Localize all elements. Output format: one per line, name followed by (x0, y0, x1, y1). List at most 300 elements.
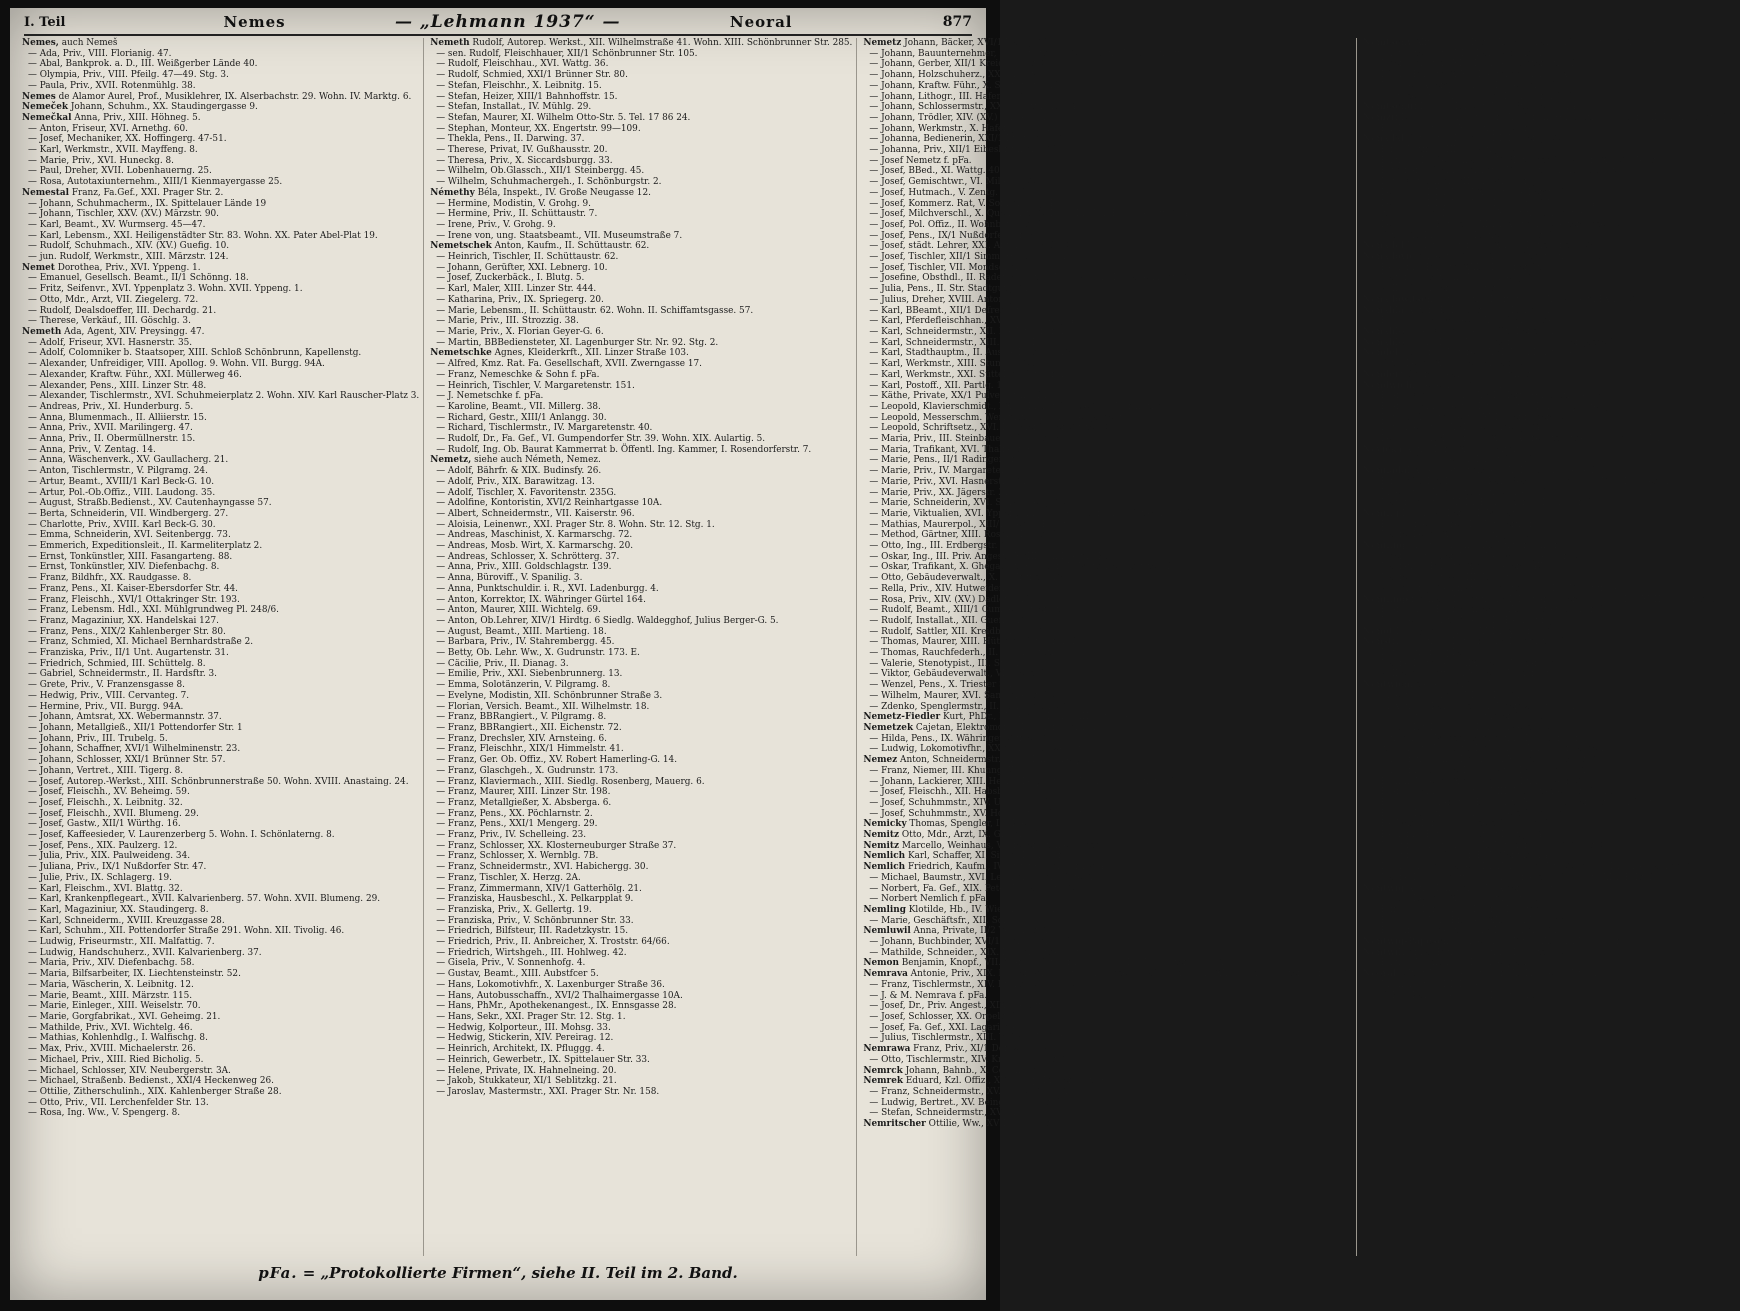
directory-entry: — Michael, Industr. Mal., VII. Hermanng. 9. (1368, 615, 1567, 626)
directory-entry: — Anna, Punktschuldir. i. R., XVI. Ladenburgg. 4. (436, 583, 659, 594)
directory-entry: — Elfriede, Priv., XVII. Hern. Hauptstraße 148. (1368, 904, 1581, 915)
directory-entry: — Käthe, Private, XX/1 Pulverturmg. 21. (869, 391, 1052, 402)
directory-entry: — Friedrich, Wirtshgeh., III. Hohlweg. 42. (436, 947, 627, 958)
directory-entry: — Christine, Ob. Rechn. Ratww., IV. Goldegg. 11. (1368, 765, 1590, 776)
directory-entry: Nemeth Ada, Agent, XIV. Preysingg. 47. (22, 326, 205, 337)
directory-entry: — sen. Anton, Messerschmiedmr., IX. Sobieskigasse 38. (1368, 733, 1621, 744)
directory-entry: — Wilhelm, Schuhmachergeh., I. Schönburgstr. 2. (436, 177, 662, 188)
directory-entry: — Johann, Gerber, XII/1 Kreidbauerg. 33. (869, 59, 1056, 70)
directory-entry: — Hedwig, Priv., VIII. Cervanteg. 7. (28, 690, 190, 701)
directory-entry: — Rudolf, Ing. Ob. Baurat Kammerrat b. Öffentl. Ing. Kammer, I. Rosendorferstr. 7. (436, 444, 812, 455)
directory-entry: Nenadel Johann, Platzmstr., XX. Wallensteinstr. 27. (1362, 241, 1597, 252)
directory-entry: — Rudolf, Beamt., XIII/1 Cumpendorfer Str. 3. (869, 605, 1078, 616)
directory-entry: — Anna, Priv., XVII. Marilingerg. 47. (28, 423, 193, 434)
directory-entry: — Hans, Lokomotivhfr., X. Laxenburger Straße 36. (436, 979, 665, 990)
directory-entry: — Johann, Tischler, XXV. (XV.) Märzstr. 90. (28, 209, 219, 220)
directory-entry: — Johann, Amtsrat, XX. Webermannstr. 37. (28, 712, 222, 723)
directory-entry: Nemestal Franz, Fa.Gef., XXI. Prager Str. 2. (22, 187, 224, 198)
directory-entry: — Michael, Schlosser, XIV. Neubergerstr. 3A. (28, 1065, 231, 1076)
header-title: — „Lehmann 1937“ — (395, 12, 621, 32)
directory-entry: — Gisela, Priv., V. Sonnenhofg. 4. (436, 958, 586, 969)
directory-entry: — Anton, Beamt., XIII. Obermayerg. 5. (1368, 894, 1544, 905)
directory-entry: — Marie, Priv., XVI. Huneckg. 8. (28, 155, 174, 166)
directory-entry: — Karl Nenstil f. pFa. (1368, 648, 1466, 659)
directory-entry: — Therese, Privat, IV. Gußhausstr. 20. (436, 145, 608, 156)
directory-entry: — Ferdinand, Schneidermstr., VII. Neubaugasse 59. Stg. 1. (1368, 166, 1636, 177)
directory-entry: — J. & M. Nemrava f. pFa. (869, 990, 988, 1001)
directory-entry: — Anton, Korrektor, IX. Währinger Gürtel 164. (436, 594, 646, 605)
directory-entry: — Stefan, Schneidermstr., XV. Pilistg. 13. (869, 1108, 1055, 1119)
directory-entry: — Franz, Schneidermstr., XVI. Habichergg. 30. (436, 862, 649, 873)
directory-entry: Némethy Béla, Inspekt., IV. Große Neugasse 12. (430, 187, 651, 198)
directory-entry: — Stefan, Maurer, XI. Wilhelm Otto-Str. 5. Tel. 17 86 24. (436, 112, 691, 123)
directory-entry: — Josef, Fleischh., XII. Habsburgg. 18. (869, 787, 1044, 798)
directory-entry: — Elfe, Zeitfrau, III. Löweng. 22. (1368, 145, 1518, 156)
directory-entry: Nemrawa Franz, Priv., XI/1 Dorfwg. 109. (863, 1044, 1051, 1055)
directory-entry: — Paul, Dreher, XVII. Lobenhauerng. 25. (28, 166, 212, 177)
directory-entry: — Richard, Gestr., XIII/1 Anlangg. 30. (436, 412, 607, 423)
directory-entry: — Hans, PhMr., Apothekenangest., IX. Ennsgasse 28. (436, 1001, 677, 1012)
directory-entry: — Josef, Schuhmmstr., XV. Holocherg. 38. Wohn. Nr. 49. (869, 808, 1122, 819)
directory-entry: — Anton, Maurer, XIII. Wichtelg. 69. (436, 605, 601, 616)
directory-entry: — Andreas, Schlosser, X. Schrötterg. 37. (436, 551, 620, 562)
directory-entry: — Franz, Maurer, XIII. Linzer Str. 198. (436, 787, 611, 798)
directory-entry: — Josef, Schlosser, XX. Orpelg. 8. (869, 1011, 1020, 1022)
directory-entry: Nemes de Alamor Aurel, Prof., Musiklehrer, IX. Alserbachstr. 29. Wohn. IV. Marktg. 6. (22, 91, 412, 102)
directory-entry: Nemon Benjamin, Knopf., VII. Mariahilfer Straße 120. Wohn. VII. Esterhazyg. 12. (863, 958, 1234, 969)
directory-entry: — Heinrich, Tischler, V. Margaretenstr. 151. (436, 380, 635, 391)
directory-entry: — Johann, Buchbinder, XVI/1 Lienfelderg. 83. (869, 937, 1075, 948)
directory-entry: — Julius, Tischlermstr., XIII. Wiffkondorfstr. 16. (869, 1033, 1084, 1044)
directory-entry: — Rudolf, Installat., XII. Guefig. 12. (869, 615, 1030, 626)
directory-entry: — Josef, Tischler, VII. Mondscheing. 12. (869, 262, 1049, 273)
directory-entry: — Adolf, Friseur, XVI. Hasnerstr. 35. (28, 337, 193, 348)
directory-entry: — Rudolf, Dr., Fa. Gef., VI. Gumpendorfer Str. 39. Wohn. XIX. Aulartig. 5. (436, 434, 766, 445)
directory-entry: Nennig Franz, Weber, XII. Malfattig. 13. Stg. 2. (1362, 508, 1580, 519)
directory-entry: Nemet Dorothea, Priv., XVI. Yppeng. 1. (22, 262, 201, 273)
directory-entry: Nemtschuf Rudolf, Bäcker, VIII. Buchfeldg. 14. (1362, 102, 1580, 113)
directory-entry: Nenning Anton, Kaufm., XX. Universumstr. 48. (1362, 541, 1578, 552)
directory-entry: — Stephan, Monteur, XX. Engertstr. 99—109. (436, 123, 641, 134)
directory-entry: — Rudolf, Schuhmach., XIV. (XV.) Guefig. 10. (28, 241, 230, 252)
directory-entry: — Anton, Friseur, XVI. Arnethg. 60. (28, 123, 188, 134)
directory-entry: — Adolf, Tischler, X. Favoritenstr. 235G. (436, 487, 617, 498)
directory-entry: — Franz, Tischlermstr., XIV. Kröllg. 29. Stg. 2. (869, 979, 1078, 990)
directory-entry: Nemluwil Anna, Private, II/2 Vereinsg. 12. (863, 926, 1058, 937)
directory-entry: — Otto, Priv., VII. Lerchenfelder Str. 13. (28, 1097, 209, 1108)
directory-entry: Nemrck Johann, Bahnb., X. Columbusg. 80. (863, 1065, 1063, 1076)
directory-entry: — Karoline, Beamt., VII. Millerg. 38. (436, 401, 601, 412)
directory-entry: — Aloisia, Leinenwr., XXI. Prager Str. 8. Wohn. Str. 12. Stg. 1. (436, 519, 715, 530)
directory-entry: — Alexander, Unfreidiger, VIII. Apollog. 9. Wohn. VII. Burgg. 94A. (28, 359, 325, 370)
directory-entry: — Edmund, Pens., XVI. Rudolf-G. Emm. Weiß-G. 1. (1368, 776, 1596, 787)
directory-entry: Nemečkal Anna, Priv., XIII. Höhneg. 5. (22, 112, 201, 123)
directory-entry: — Franz, Schmied, XI. Michael Bernhardstraße 2. (28, 637, 254, 648)
directory-entry: — Ludwig, Bertret., XV. Being. 7—9. Stg. 3. (869, 1097, 1065, 1108)
directory-entry: — Anton, Tischlermstr., V. Pilgramg. 24. (28, 466, 208, 477)
directory-entry: Nevicka Anna, Priv., XIII. Sechterg. 20. (1362, 444, 1543, 455)
directory-entry: — Franz, Niemer, III. Khunng. 7. (869, 765, 1017, 776)
directory-entry: — Stefan, Fleischhr., X. Leibnitg. 15. (436, 80, 602, 91)
directory-entry: — Marie, Priv., IV. Margaretenstr. 12. (869, 466, 1038, 477)
column-4 (1363, 38, 1740, 1256)
directory-entry: — Emma, Solotänzerin, V. Pilgramg. 8. (436, 680, 611, 691)
directory-entry: — Franz, Fleischh., XVI/1 Ottakringer Str. 193. (28, 594, 240, 605)
directory-entry: — Franziska, Priv., II/1 Unt. Augartenstr. 31. (28, 648, 229, 659)
directory-entry: — Otto, Tischler, VIII. Höhneg. 11. Stg. 6. (1368, 230, 1557, 241)
directory-entry: Nemitz Otto, Mdr., Arzt, IX. Glaserg. 6. (863, 830, 1043, 841)
directory-entry: — Karl, Pferdefleischhan., XVII. Roseggerg. 47. (869, 316, 1084, 327)
directory-entry: — Ottilie, Zitherschulinh., XIX. Kahlenberger Straße 28. (28, 1086, 282, 1097)
directory-entry: — Franz, Zimmermann, XIV/1 Gatterhölg. 21. (436, 883, 642, 894)
directory-entry: — Method, Gärtner, XIII. Rosental Sdlg. 640. (869, 530, 1072, 541)
directory-entry: — Josefine, Obsthdl., II. Radetzkyplatz. Marat Wohn. III. Radetzkystr. 15. (869, 273, 1199, 284)
directory-entry: — Friedrich, Straßenb. Bedienst., XIII/1 Koppreiterg. 8—10. Stg. 3. (1368, 797, 1673, 808)
column-3 (863, 38, 1356, 1256)
directory-entry: — Josef, Gemischtwr., VI. Millerg. 22. (869, 177, 1039, 188)
directory-entry: — Fritz, Seifenvr., XVI. Yppenplatz 3. Wohn. XVII. Yppeng. 1. (28, 284, 303, 295)
directory-entry: — Artur, Pol.-Ob.Offiz., VIII. Laudong. 35. (28, 487, 216, 498)
directory-entry: — Franz, Pens., XI. Kaiser-Ebersdorfer Str. 44. (28, 583, 238, 594)
directory-entry: — Hedwig, Kolporteur., III. Mohsg. 33. (436, 1022, 611, 1033)
directory-entry: — Olympia, Priv., VIII. Pfeilg. 47—49. Stg. 3. (28, 70, 229, 81)
directory-entry: — Anna, Wäschenverk., XV. Gaullacherg. 21. (28, 455, 229, 466)
directory-entry: — Rosa, Ing. Ww., V. Spengerg. 8. (28, 1108, 181, 1119)
directory-entry: — Leopold, Holzhdlg., XX. Dürnbacherstr. 6. (1368, 187, 1569, 198)
directory-entry: Nemzif Emil, Buchbindermstr., XI. Simm. Hauptstr. 69. Wohn. XI. Rinnbockstr. 68. (1362, 112, 1737, 123)
directory-entry: — Franz, Bildhfr., XX. Raudgasse. 8. (28, 573, 192, 584)
directory-entry: — Franz, Pens., XXI/1 Mengerg. 29. (436, 819, 598, 830)
directory-entry: — Maria, Priv., III. Steinbauerg. 36. Stg. 7. (869, 434, 1063, 445)
directory-entry: — Mathilde, Priv., XXI/1 Floridsdorfer Hauptstr. 33. (1368, 498, 1602, 509)
directory-entry: — Alfred, Kmz. Rat. Fa. Gesellschaft, XVII. Zwerngasse 17. (436, 359, 702, 370)
directory-entry: Nemez Anton, Schneidermstr., XVII. Parhamerplatz 6. (863, 755, 1110, 766)
directory-entry: — Florian, Versich. Beamt., XII. Wilhelmstr. 18. (436, 701, 650, 712)
directory-entry: — Ada, Priv., VIII. Florianig. 47. (28, 48, 172, 59)
directory-entry: — Katharina, Priv., IX. Spriegerg. 20. (436, 294, 604, 305)
directory-entry: — Michael, Baumstr., XVI. Lerchenfelder Gürtel 1. (869, 872, 1097, 883)
directory-entry: — Grete, Priv., V. Franzensgasse 8. (28, 680, 185, 691)
directory-entry: — Josef, Fleischh., XV. Beheimg. 59. (28, 787, 190, 798)
directory-entry: — Albert, Bez. Insp., VI. Wallg. 11. (1368, 690, 1525, 701)
directory-entry: — Karl, Schuhm., XII. Pottendorfer Straße 291. Wohn. XII. Tivolig. 46. (28, 926, 345, 937)
header-last-name: Neoral (729, 13, 793, 31)
directory-entry: Nenot François, Dentist, XXI/1 Aufofstr. 23. (1362, 626, 1562, 637)
directory-entry: — Otto, Ing., III. Erdbergstr. 101. (869, 541, 1021, 552)
directory-entry: — Andreas, Priv., XI. Hunderburg. 5. (28, 401, 194, 412)
directory-entry: — Johann, Teleor. Insp., IX. Nußdorfer Str. 27. Stg. 3. (1368, 840, 1609, 851)
directory-entry: — Maria, Hotelbes., XIX. Peter Jordan-Str. 76. (1368, 658, 1576, 669)
directory-entry: — Hermine, Private, XXI/1 Brünner Str. 85. (1368, 262, 1564, 273)
directory-entry: — Marie, Priv., III. Strozzig. 38. (436, 316, 579, 327)
directory-entry: — Ernst, Tonkünstler, XIV. Diefenbachg. 8. (28, 562, 220, 573)
directory-entry: — Ludwig, Friseurmstr., XII. Malfattig. 7. (28, 937, 215, 948)
directory-entry: — Johann, Priv., III. Trubelg. 5. (28, 733, 168, 744)
directory-entry: — Otto, Mdr., Arzt, VII. Ziegelerg. 72. (28, 294, 199, 305)
page-footer (10, 1264, 986, 1290)
directory-entry: — Johann, Schaffner, XVI/1 Wilhelminenstr. 23. (28, 744, 241, 755)
directory-entry: — Leopold, Klavierschmidt., XXIII. Linzer Straße 209. Nörarathe 22. (869, 401, 1179, 412)
directory-entry: — Leopold, Plakatmstr., XIX/1 Albrechtskreitergasse 12. (1368, 219, 1623, 230)
directory-entry: — Johann, Bauunternehmer, IV. Rainergasse 29. Wohn. IV. Johann Strauß-G. 21. (869, 48, 1229, 59)
directory-entry: — Johanna, Priv., XII/1 Eibesbrunnerg. 13. (869, 145, 1061, 156)
directory-entry: — Katharina, Viktualien, IX. Zeller Str. Nr. 22. Wohn. IX. Alserbachstr. 28. (1368, 862, 1702, 873)
section-label: I. Teil (24, 14, 66, 30)
directory-entry: — Ludwig, Lokomotivfhr., XXV. (XV.) Schweglerstr. 18. (869, 744, 1114, 755)
directory-entry: — Marie, Priv., XX. Jägerstr. 21. (869, 487, 1013, 498)
directory-entry: — Anna, Priv., XIII. Goldschlagstr. 139. (436, 562, 612, 573)
directory-entry: — Viktor, Gebäudeverwalt., VI. Neustiftg. 49. (869, 669, 1074, 680)
directory-entry: — Anton, Ob.Lehrer, XIV/1 Hirdtg. 6 Siedlg. Waldegghof, Julius Berger-G. 5. (436, 615, 779, 626)
directory-entry: — Adolf, Colomniker b. Staatsoper, XIII. Schloß Schönbrunn, Kapellenstg. (28, 348, 362, 359)
directory-entry: — Barbara, Priv., IV. Stahrembergg. 45. (436, 637, 615, 648)
directory-entry: — Johanna, Bedienerin, XXI/1 Enenkelstr. 2. (869, 134, 1069, 145)
directory-entry: — Franz, Magaziniur, XX. Handelskai 127. (28, 615, 219, 626)
directory-entry: — Josef, Zuckerbäck., I. Blutg. 5. (436, 273, 585, 284)
directory-entry: — Franziska, Priv., V. Schönbrunner Str. 33. (436, 915, 634, 926)
directory-entry: — Marie, Viktualien, XVI. Yppenplatz Std. 26. Wohn. XVI. Ottakringer Str. 35. (869, 508, 1219, 519)
directory-entry: — Norbert, Fa. Gef., XIX. Peter-Jordan-Str. 82. (869, 883, 1078, 894)
directory-entry: — Jakob, Stukkateur, XI/1 Seblitzkg. 21. (436, 1076, 617, 1087)
directory-entry: — Anton, Buchdrucker, II/1 Stuwerstr. 25. (1368, 723, 1558, 733)
directory-entry: — Berta, Schneiderin, VII. Windbergerg. 27. (28, 508, 229, 519)
directory-entry: — Marie, Lebensm., II. Schüttaustr. 62. Wohn. II. Schiffamtsgasse. 57. (436, 305, 754, 316)
directory-entry: — Elfe, Wäschrolle, XVIII. Karl Beck-G. 55. Wohn. XVIII. Höhneg. 11. (1368, 476, 1680, 487)
directory-entry: — Franz, BBRangiert., V. Pilgramg. 8. (436, 712, 607, 723)
directory-entry: — Thomas, Rauchfederh., II. Radingerstr. 9. (869, 648, 1069, 659)
directory-entry: — Karl, Magaziniur, XX. Staudingerg. 8. (28, 904, 209, 915)
directory-entry: — Karl, Schneidermstr., XIII. Riederhofstr. 18. (869, 337, 1078, 348)
directory-entry: — Mathilde, Schneider., XIX. Kahlenberger Str. 1. (869, 947, 1094, 958)
directory-entry: — Emmerich, Expeditionsleit., II. Karmeliterplatz 2. (28, 541, 263, 552)
directory-entry: — Michael, Altersfondhgb., I. Sterneng. 6. (1368, 80, 1560, 91)
directory-entry: Nemes, auch Nemeš (22, 38, 118, 48)
directory-entry: — Cäcilie, Priv., II. Dianag. 3. (436, 658, 569, 669)
directory-entry: — Josef, Fleischh., X. Leibnitg. 32. (28, 797, 183, 808)
directory-entry: — jun. Rudolf, Werkmstr., XIII. Märzstr. 124. (28, 252, 229, 263)
directory-entry: Nemicky Thomas, Spengler, III. Kleiftg. 3. (863, 819, 1057, 830)
directory-entry: — Friedrich, Schmied, III. Schüttelg. 8. (28, 658, 206, 669)
entry-columns (22, 38, 1737, 1256)
directory-entry: — Franz, Schneidermstr., XV. Pilistg. 29—31. (869, 1086, 1072, 1097)
directory-entry: — Josef, Pens., XIX. Paulzerg. 12. (28, 840, 178, 851)
directory-entry: — Rudolf, Sattler, XII. Kreidbauerg. 11. (869, 626, 1047, 637)
directory-entry: — Martin, BBBediensteter, XI. Lagenburger Str. Nr. 92. Stg. 2. (436, 337, 719, 348)
directory-entry: — Mathilde, Priv., XVI. Wichtelg. 46. (28, 1022, 193, 1033)
directory-entry: — jun. Anton, Messerschmiedmr., IX/1 Thurngasse 19. (1368, 744, 1615, 755)
directory-entry: — Josef, Fleischh., XVII. Blumeng. 29. (28, 808, 199, 819)
directory-entry: — Emme, Modistin, VIII. Alberplatz 5. (1368, 958, 1541, 969)
directory-entry: — Johann, Schuhmacherm., IX. Spittelauer Lände 19 (28, 198, 267, 209)
directory-entry: — Johann, Trödler, XIV. (XV.) Dadlerg. 18. (869, 112, 1057, 123)
directory-entry: — Karl, Schneidermstr., XII. Riederhofstr. 18. (869, 326, 1075, 337)
directory-entry: — Josef, Tischler, XII/1 Simm. Hauptstr. 131. (869, 252, 1071, 263)
directory-entry: — Walter, Ing., Textilwr., I. Adlerg. 5. Wohn. VI. Stumperg. 47. (1368, 583, 1650, 594)
directory-entry: — Heinrich, Architekt, IX. Pfluggg. 4. (436, 1044, 605, 1055)
directory-entry: — Johann, Metallgieß., XII/1 Pottendorfer Str. 1 (28, 723, 243, 733)
directory-entry: — Marie, Pens., XVIII. Antonig. 100. (1368, 530, 1532, 541)
directory-entry: Nemetschek Anton, Kaufm., II. Schüttaustr. 62. (430, 241, 650, 252)
directory-entry: — Wilhelm, Gastw., XIX. Peter Jordan-Str. 76. (1368, 669, 1573, 680)
directory-entry: — Franz, Lebensm. Hdl., XXI. Mühlgrundweg Pl. 248/6. (28, 605, 279, 616)
directory-entry: — Johann, Lackierer, XIII. Hern. Hauptstr. 90. Wohn. XVI. Sanerg. 6. (869, 776, 1179, 787)
directory-entry: — Josef, Gastw., XII/1 Würthg. 16. (28, 819, 181, 830)
directory-entry: Nemlich Karl, Schaffer, XI. Simm. Hauptstr. 22. (863, 851, 1082, 862)
directory-entry: — Mathias, Kohlenhdlg., I. Walfischg. 8. (28, 1033, 208, 1044)
directory-entry: — Hans, Holzangest., XVII. Josefstädter Str. 85. (1368, 808, 1584, 819)
directory-entry: — Karl, Lebensm., XXI. Heiligenstädter Str. 83. Wohn. XX. Pater Abel-Plat 19. (28, 230, 378, 241)
directory-entry: — Karl, Kürschner, VII. Siebensterng. 54. (1368, 177, 1556, 188)
directory-entry: — Albert, Schneidermstr., VII. Kaiserstr. 96. (436, 508, 635, 519)
directory-entry: — Charlotte, Priv., XVIII. Karl Beck-G. 30. (28, 519, 216, 530)
directory-entry: — Franz, Ing., Fabriksdirekt., XX. Shuttleworthstr. 8. (1368, 605, 1608, 616)
directory-entry: — Therese, Verkäuf., III. Göschlg. 3. (28, 316, 191, 327)
directory-entry: — Anna, Priv., II. Obermüllnerstr. 15. (28, 434, 196, 445)
directory-entry: — Oskar, Kartograph, III. Hegerg. 19. (1368, 990, 1539, 1001)
directory-entry: Nemritscher Ottilie, Ww., XVIII. Antonig. 90. (863, 1119, 1071, 1130)
directory-entry: Nemrek Eduard, Kzl. Offiz., XVI. Leopoldauer Plat 76. (863, 1076, 1110, 1087)
directory-entry: — Emmerich, Fleischhau., XV. Blutgasse 35. Wohn. XV. Goldegg. 18A. (1368, 155, 1682, 166)
directory-entry: — Franz, Kraftw. Führ., XVII. Hern. Hauptstraße 77. (1368, 391, 1605, 402)
directory-entry: Nenadovic Angelina, Tab. Traf., V. Straußengasse 15. (1362, 252, 1607, 263)
directory-entry: — Marie, Priv., X. Florian Geyer-G. 6. (436, 326, 604, 337)
page-header (24, 10, 972, 36)
directory-entry: Nenstil Johann, Weberseß., XV. Dammstr. 36. (1362, 637, 1569, 648)
directory-entry: — Marie, Geschäftsfr., XII. Schöpferg. 7. (869, 915, 1053, 926)
directory-entry: — Friedrich, Verw. Sekr., XIII. Schöllingerg. 36. (1368, 316, 1584, 327)
directory-entry: — Karl, Postoff., XII. Partlg. 16. (869, 380, 1011, 391)
directory-entry: — Anna, Blumenmach., II. Alliierstr. 15. (28, 412, 207, 423)
directory-entry: — Rosa, Autotaxiunternehm., XIII/1 Kienmayergasse 25. (28, 177, 283, 188)
directory-entry: — Josef, Kommerz. Rat, V. Sonnenhofg. 4. (869, 198, 1057, 209)
directory-entry: — Abal, Bankprok. a. D., III. Weißgerber Lände 40. (28, 59, 258, 70)
directory-entry: — Maria, Trafikant, XVI. Thaliastr. 60. (869, 444, 1042, 455)
footer-abbrev: pFa. (258, 1264, 298, 1282)
directory-entry: — Heinrich, Gewerbetr., IX. Spittelauer Str. 33. (436, 1054, 650, 1065)
directory-entry: — Emil, Papierhdl., XI. Rinnböckstr. 68. (1368, 123, 1548, 134)
directory-entry: — Marie, Einleger., XIII. Weiselstr. 70. (28, 1001, 201, 1012)
page-number: 877 (942, 14, 972, 30)
directory-entry: — Josef, Schweizer, XVII. Neuwaldegger Str. 20. (1368, 551, 1587, 562)
directory-entry: — Johann, Kraftw. Führ., X. Schrötterg. 18. (869, 80, 1063, 91)
directory-entry: Nenahlo Julie, Konditorei, X. Quellenstr. 156. (1362, 326, 1570, 337)
directory-entry: — Julie, Priv., XIV. Rauchfangkehrerg. 36. (1368, 487, 1557, 498)
directory-entry: — Alexander, Kraftw. Führ., XXI. Müllerweg 46. (28, 369, 242, 380)
directory-entry: — Franz, Tischler, X. Herzg. 2A. (436, 872, 581, 883)
directory-entry: — Ernst, Tonkünstler, XIII. Fasangarteng. 88. (28, 551, 233, 562)
directory-entry: — Karl, Werkmstr., XIII. Stumpfg. 20. (869, 359, 1038, 370)
directory-entry: — Adolf, Bährfr. & XIX. Budinsfy. 26. (436, 466, 602, 477)
directory-entry: — Josef, Schuhmmstr., XIV. Ulbrichg. 26. (869, 797, 1053, 808)
directory-entry: — Leopold, Taschnermstr., XII/1 Albrechtsbergerg. 10. Wohn. Nr. 12. (1368, 434, 1680, 445)
directory-entry: — Julia, Priv., XIX. Paulweideng. 34. (28, 851, 191, 862)
directory-entry: — Rudolf, Fleischhau., XVI. Wattg. 36. (436, 59, 609, 70)
directory-entry: — Franz, Klaviermach., XIII. Siedlg. Rosenberg, Mauerg. 6. (436, 776, 705, 787)
directory-entry: — Josef, Fa. Gef., XXI. Lagariftnerg. 4. (869, 1022, 1042, 1033)
directory-entry: Neoral Eduard, Schneidermstr., X. Trasseng. Nr. 21. (1362, 969, 1602, 980)
directory-entry: — Mathias, Schuhm., V. Spengerg. 1. (1368, 273, 1536, 284)
directory-entry: — Josef, Pens., IX/1 Nußdorfer Str. 76. (869, 230, 1043, 241)
directory-entry: — Franz, Schlosser, X. Wernblg. 7B. (436, 851, 599, 862)
directory-entry: — Josef, Hutmach., V. Zentg. 35—37. St 4. (869, 187, 1059, 198)
directory-entry: — Franz, BBRangiert., XII. Eichenstr. 72. (436, 723, 622, 733)
directory-entry: — Richard, Tischlermstr., IV. Margaretenstr. 40. (436, 423, 653, 434)
directory-entry: Nennadal Albert, Anstreicher, IX. Luftkandlgasse 2. (1362, 466, 1600, 477)
directory-entry: — Emanuel, Gesellsch. Beamt., II/1 Schönng. 18. (28, 273, 249, 284)
directory-entry: — Alexander, Kanzleiist., X. Josefstädter Str. 19. (1368, 701, 1586, 712)
directory-entry: — Josef, Autorep.-Werkst., XIII. Schönbrunnerstraße 50. Wohn. XVIII. Anastaing. 24. (28, 776, 409, 787)
directory-entry: — Rosa, Priv., XIV. (XV.) Dadlerg. 18. (869, 594, 1034, 605)
directory-entry: — Valerie, Stenotypist., III. Strohg. 11. (869, 658, 1045, 669)
directory-entry: — Stefan, Schlosser, X. Laaer Str. 131. (1368, 455, 1543, 466)
directory-entry: — Karl, BBeamt., XII/1 Defreggerstr. 79. (869, 305, 1052, 316)
directory-entry: — Andreas, Maschinist, X. Karmarschg. 72. (436, 530, 633, 541)
directory-entry: — Rudolf, Schmied, XXI/1 Brünner Str. 80. (436, 70, 628, 81)
directory-entry: — Juliana, Priv., IX/1 Nußdorfer Str. 47. (28, 862, 207, 873)
directory-entry: Nenahla Anton, Beledobg., III. Hörneg. 13. (1362, 305, 1561, 316)
directory-entry: — Johann, Lithogr., III. Hafeng. 21. (869, 91, 1028, 102)
directory-entry: — Andreas, Mosb. Wirt, X. Karmarschg. 20. (436, 541, 634, 552)
directory-entry: — Marie, Gorgfabrikat., XVI. Geheimg. 21. (28, 1011, 221, 1022)
directory-entry: — Alexander, Pens., XIII. Linzer Str. 48. (28, 380, 207, 391)
directory-entry: — Franz, Pens., XIX/2 Kahlenberger Str. 80. (28, 626, 226, 637)
directory-entry: — Maria, Wäscherin, X. Leibnitg. 12. (28, 979, 194, 990)
directory-entry: Nemrava Antonie, Priv., XIX. Kahlenbergerdorf. Str., Gesellschaft Geflügelh., XXI. An d. ob. alten Donau 11. (863, 969, 1352, 980)
directory-entry: — Betty, Ob. Lehr. Ww., X. Gudrunstr. 173. E. (436, 648, 640, 659)
directory-entry: — Ludwig, Handschuherz., XVII. Kalvarienberg. 37. (28, 947, 262, 958)
directory-entry: Nemeth Rudolf, Autorep. Werkst., XII. Wilhelmstraße 41. Wohn. XIII. Schönbrunner Str. 285. (430, 38, 853, 48)
directory-entry: — Josef, städt. Lehrer, XXI. Anton Böck-G. 13. (869, 241, 1075, 252)
directory-entry: — Wilh., Schuster., V. Spengerg. 1. (1368, 284, 1526, 295)
directory-entry: — Hedwig, Priv., VIII. Josefstädter Str. 85. (1368, 819, 1559, 830)
directory-entry: — Johanna, Ob. Offiz. i. P., V. Zentag. 14. (1368, 851, 1552, 862)
directory-entry: — Hermine, Priv., VII. Burgg. 94A. (28, 701, 184, 712)
directory-entry: — Otto, Tischlermstr., XIV. Kröllg. 29. Stg. 2. (869, 1054, 1071, 1065)
directory-entry: — Juliana, Priv., III. Hafeng. 10. (1368, 979, 1512, 990)
directory-entry: — Käthe, Private, XIX/1 Rautenstrauchg. 1A. (1368, 70, 1571, 81)
directory-entry: — Therese, Priv., XII/1 Simm. Hauptstr. 108C. (1368, 91, 1576, 102)
directory-entry: — Anna, Büroviff., V. Spanilig. 3. (436, 573, 583, 584)
directory-entry: — Stefan, Installat., IV. Mühlg. 29. (436, 102, 592, 113)
directory-entry: — Zdenko, Spenglermstr., II. Schüttelstr. 51. (869, 701, 1071, 712)
directory-entry: — Maria, Friseurmstr., II. Obr. Donaustr. 33. Wohn. XIX. Erlg. 25. (1368, 872, 1664, 883)
directory-entry: — Hermine, Priv., II. Schüttaustr. 7. (436, 209, 598, 220)
directory-entry: — Hermine, Pens., III. Löwenhertg. 14. (1368, 830, 1546, 841)
directory-entry: — Franz, Drechsler, XIV. Arnsteing. 6. (436, 733, 607, 744)
directory-entry: — Josef, Pol. Offiz., II. Wohnbergerg. 3. (869, 219, 1046, 230)
directory-entry: — Karl, Offiz. Stellvertr., XVI. Lienfelderg. 57. (1368, 412, 1576, 423)
directory-entry: — Jaroslav, Mastermstr., XXI. Prager Str. Nr. 158. (436, 1086, 660, 1097)
directory-entry: — Franz, Metallgießer, X. Absberga. 6. (436, 797, 612, 808)
directory-entry: — Josef, Reisend., XIX. Heiligenstädter Str. 52. (1368, 59, 1580, 70)
directory-entry: — J. Nemetschke f. pFa. (436, 391, 544, 402)
directory-entry: — Josef, Kaffeesieder, V. Laurenzerberg 5. Wohn. I. Schönlaterng. 8. (28, 830, 335, 841)
directory-entry: — Michael, Straßenb. Bedienst., XXI/4 Heckenweg 26. (28, 1076, 274, 1087)
directory-entry: — Marie, Schneiderin, XVI. Schwaigerg. 12. (869, 498, 1069, 509)
directory-entry: — Artur, Beamt., XVIII/1 Karl Beck-G. 10. (28, 476, 215, 487)
directory-entry: Nenninger Anna, Modistin, XVII. Kalvarienbergg. 45. Wohn. XVII. Beheimg. 51. (1362, 594, 1727, 605)
directory-entry: — Alexander, Tischlermstr., XVI. Schuhmeierplatz 2. Wohn. XIV. Karl Rauscher-Platz 3. (28, 391, 420, 402)
directory-entry: — Karl, Beamt., XV. Wurmserg. 45—47. (28, 219, 206, 230)
directory-entry: Nentwich, siehe auch Nendwich. (1362, 680, 1516, 691)
directory-entry: Nemtschy Alfred, dipl. Ing., IX. Porzellang. 18. Wohn. Nr. 14—16. (1362, 38, 1662, 48)
directory-entry: — Oskar, Ing., III. Priv. Angest., XVIII. Am Dreimarkstein 7. (869, 551, 1137, 562)
directory-entry: — Friedrich, Priv., II. Anbreicher, X. Troststr. 64/66. (436, 937, 670, 948)
directory-entry: Nendel Gottfried, Vertret., XVI. Montleartstraße 18. (1362, 348, 1601, 359)
directory-entry: — Franz, Schuhobertheilerrichter, XIII/1 Koppreiterg. 8—10. Stiege 14. (1368, 401, 1692, 412)
directory-entry: — August, Beamt., XIII. Martieng. 18. (436, 626, 607, 637)
directory-entry: Nemetz Johann, Bäcker, XVI/1 Wattg. 18. (863, 38, 1052, 48)
